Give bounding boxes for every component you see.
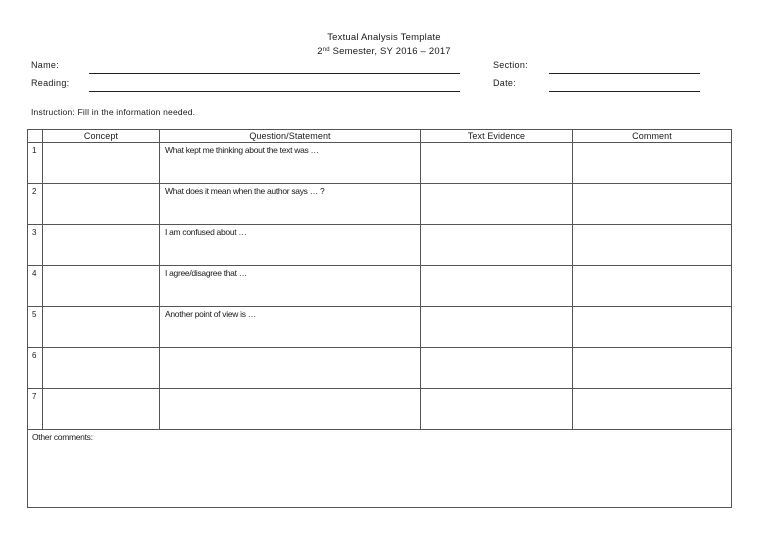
document-title bbox=[0, 32, 768, 58]
table-row bbox=[28, 225, 732, 266]
row-number: 7 bbox=[28, 389, 43, 430]
prompt-cell: Another point of view is … bbox=[160, 307, 421, 348]
table-header-row bbox=[28, 130, 732, 143]
concept-cell[interactable] bbox=[43, 266, 160, 307]
header-question-statement: Question/Statement bbox=[160, 130, 421, 143]
comment-cell[interactable] bbox=[573, 225, 732, 266]
semester-ordinal-suffix: nd bbox=[322, 47, 330, 53]
evidence-cell[interactable] bbox=[421, 225, 573, 266]
analysis-table bbox=[27, 129, 732, 508]
row-number: 2 bbox=[28, 184, 43, 225]
semester-number: 2 bbox=[317, 46, 323, 57]
prompt-cell: What does it mean when the author says … ? bbox=[160, 184, 421, 225]
evidence-cell[interactable] bbox=[421, 389, 573, 430]
reading-field-line[interactable] bbox=[89, 91, 460, 92]
concept-cell[interactable] bbox=[43, 225, 160, 266]
reading-label: Reading: bbox=[31, 78, 70, 88]
evidence-cell[interactable] bbox=[421, 266, 573, 307]
concept-cell[interactable] bbox=[43, 307, 160, 348]
comment-cell[interactable] bbox=[573, 389, 732, 430]
table-row bbox=[28, 143, 732, 184]
row-number: 3 bbox=[28, 225, 43, 266]
header-text-evidence: Text Evidence bbox=[421, 130, 573, 143]
row-number: 6 bbox=[28, 348, 43, 389]
prompt-cell[interactable] bbox=[160, 348, 421, 389]
name-field-line[interactable] bbox=[89, 73, 460, 74]
evidence-cell[interactable] bbox=[421, 143, 573, 184]
other-comments-cell[interactable]: Other comments: bbox=[28, 430, 732, 508]
concept-cell[interactable] bbox=[43, 348, 160, 389]
table-row bbox=[28, 307, 732, 348]
concept-cell[interactable] bbox=[43, 143, 160, 184]
comment-cell[interactable] bbox=[573, 143, 732, 184]
section-label: Section: bbox=[493, 60, 528, 70]
date-label: Date: bbox=[493, 78, 517, 88]
concept-cell[interactable] bbox=[43, 184, 160, 225]
header-number bbox=[28, 130, 43, 143]
table-row bbox=[28, 266, 732, 307]
comment-cell[interactable] bbox=[573, 266, 732, 307]
header-concept: Concept bbox=[43, 130, 160, 143]
name-label: Name: bbox=[31, 60, 60, 70]
row-number: 5 bbox=[28, 307, 43, 348]
comment-cell[interactable] bbox=[573, 348, 732, 389]
comment-cell[interactable] bbox=[573, 184, 732, 225]
section-field-line[interactable] bbox=[549, 73, 700, 74]
prompt-cell: What kept me thinking about the text was … bbox=[160, 143, 421, 184]
row-number: 4 bbox=[28, 266, 43, 307]
table-row bbox=[28, 389, 732, 430]
evidence-cell[interactable] bbox=[421, 307, 573, 348]
title-line-2 bbox=[0, 44, 768, 58]
date-field-line[interactable] bbox=[549, 91, 700, 92]
title-line-1: Textual Analysis Template bbox=[327, 32, 441, 43]
prompt-cell: I agree/disagree that … bbox=[160, 266, 421, 307]
semester-year: Semester, SY 2016 – 2017 bbox=[329, 46, 451, 57]
table-row bbox=[28, 184, 732, 225]
header-comment: Comment bbox=[573, 130, 732, 143]
concept-cell[interactable] bbox=[43, 389, 160, 430]
comment-cell[interactable] bbox=[573, 307, 732, 348]
prompt-cell: I am confused about … bbox=[160, 225, 421, 266]
evidence-cell[interactable] bbox=[421, 184, 573, 225]
instruction-text: Instruction: Fill in the information needed. bbox=[31, 107, 196, 117]
table-row bbox=[28, 348, 732, 389]
other-comments-row bbox=[28, 430, 732, 508]
row-number: 1 bbox=[28, 143, 43, 184]
prompt-cell[interactable] bbox=[160, 389, 421, 430]
evidence-cell[interactable] bbox=[421, 348, 573, 389]
